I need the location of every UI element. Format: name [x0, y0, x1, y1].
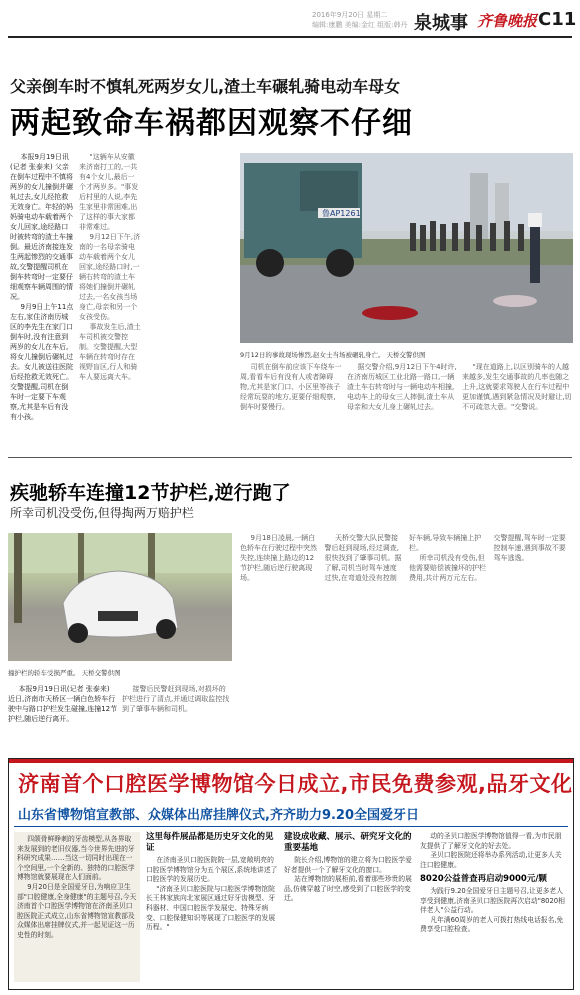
story1-lower-col2	[347, 362, 457, 450]
story1-kicker: 父亲倒车时不慎轧死两岁女儿,渣土车碾轧骑电动车母女	[10, 77, 401, 96]
story1-col1-p2: 9月9日上午11点左右,家住济南历城区的李先生在家门口倒车时,没有注意到两岁的女儿在车后,将女儿撞倒后碾轧过去。女儿被送往医院后经抢救无效死亡。交警提醒,司机在倒车时一定要下车观察,尤其是车后有没有小孩。	[10, 303, 74, 421]
story1-lower-p3: "现在道路上,以区别骑车的人越来越多,发生交通事故的几率也随之上升,这就要求驾驶人在行车过程中更加谨慎,遇到紧急情况及时避让,切不可疏忽大意。"交警说。	[462, 363, 572, 411]
story3-col4-p2: 圣贝口腔医院还将举办系列活动,让更多人关注口腔健康。	[420, 851, 562, 869]
story3-col2-p2: "济南圣贝口腔医院与口腔医学博物馆院长王林家族向北家展区通过好牙齿模型、牙科器材、中国口腔医学发展史、特殊牙病变、口腔保健知识等展现了口腔医学的发展历程。"	[146, 884, 276, 932]
story2-subheadline: 所幸司机没受伤,但得掏两万赔护栏	[10, 506, 194, 520]
story3-col4-top	[420, 832, 568, 870]
story3-col2-p1: 在济南圣贝口腔医院院一层,宽敞明亮的口腔医学博物馆分为五个展区,系统地讲述了口腔医学的发展历史。	[146, 856, 278, 884]
story3-col2	[146, 832, 278, 982]
story2-lower-col	[8, 684, 118, 746]
story1-accident-photo	[240, 153, 573, 343]
page-number: C11	[538, 9, 577, 30]
story1-lower-p1: 司机在倒车前应该下车绕车一周,看看车后有没有人或者障碍物,尤其是家门口、小区里等孩子经常玩耍的地方,更要仔细观察,倒车时要慢行。	[240, 363, 342, 411]
story3-col3-p2: 站在博物馆的展柜前,看着那些珍贵的展品,仿佛穿越了时空,感受到了口腔医学的变迁。	[284, 875, 412, 903]
section-title: 泉城事	[414, 13, 468, 34]
story1-headline: 两起致命车祸都因观察不仔细	[10, 106, 413, 141]
accident-scene-illustration	[240, 153, 573, 343]
story1-col2-p3: 事故发生后,渣土车司机被交警控制。交警提醒,大型车辆在转弯时存在视野盲区,行人和骑车人要远离大车。	[79, 323, 141, 381]
masthead-rule	[8, 36, 572, 38]
story1-col2	[79, 152, 141, 381]
story1-col2-p1: "这辆车从安徽来济南打工的,一共有4个女儿,最后一个才两岁多。"事发后村里的人说,李先生家里非常困难,出了这样的事大家都非常难过。	[79, 153, 139, 231]
story3-top-bar	[9, 759, 573, 763]
story1-lower-col3	[462, 362, 573, 450]
story2-right-col	[240, 533, 572, 673]
story1-lower-p2: 据交警介绍,9月12日下午4时许,在济南历城区工业北路一路口,一辆渣土车右转弯时与一辆电动车相撞,电动车上的母女三人摔倒,渣土车从母亲和大女儿身上碾轧过去。	[347, 363, 457, 411]
story1-col1-p1: 本报9月19日讯(记者 张泰来) 父亲在倒车过程中不慎将两岁的女儿撞倒并碾轧过去,女儿经抢救无效身亡。年轻的妈妈骑电动车载着两个女儿回家,途经路口时被转弯的渣土车撞倒。最近济南接连发生两起惨烈的交通事故,交警提醒司机在倒车转弯时一定要仔细观察车辆周围的情况。	[10, 153, 73, 301]
story1-col2-p2: 9月12日下午,济南的一名母亲骑电动车载着两个女儿回家,途经路口时,一辆右转弯的渣土车将她们撞倒并碾轧过去,一名女孩当场身亡,母亲和另一个女孩受伤。	[79, 233, 141, 321]
story3-col3-head: 建设成收藏、展示、研究牙文化的重要基地	[284, 832, 412, 853]
truck-plate: 鲁AP1261	[322, 209, 361, 218]
date-line: 2016年9月20日 星期二	[312, 11, 388, 19]
story2-right-p2: 天桥交警大队民警接警后赶到现场,经过调查,很快找到了肇事司机。据了解,司机当时驾车速度过快,在弯道处没有控制好车辆,导致车辆撞上护栏。	[324, 534, 482, 582]
story1-lower-col1	[240, 362, 342, 450]
story2-right-p3: 所幸司机没有受伤,但他需要赔偿被撞坏的护栏费用,共计两万元左右。交警提醒,驾车时一定要控制车速,遇到事故不要驾车逃逸。	[409, 534, 566, 582]
editor-line: 编辑:康鹏 美编:金红 组版:韩丹	[312, 21, 408, 29]
story3-col4-p4: 凡年满60周岁的老人可拨打热线电话报名,免费享受口腔检查。	[420, 915, 564, 934]
newspaper-logo: 齐鲁晚报	[477, 12, 538, 30]
story3-col2-body	[146, 856, 278, 981]
story3-headline: 济南首个口腔医学博物馆今日成立,市民免费参观,品牙文化	[18, 772, 573, 796]
story3-col4-p3: 为践行9.20全国爱牙日主题号召,让更多老人享受到健康,济南圣贝口腔医院再次启动"8020相伴老人"公益行动。	[420, 887, 565, 915]
story2-lower-p2: 接警后民警赶到现场,对损坏的护栏进行了清点,并通过调取监控找到了肇事车辆和司机。	[122, 685, 230, 713]
story3-divider	[14, 826, 568, 827]
story2-car-photo	[8, 533, 232, 661]
story2-lower-p1: 本报9月19日讯(记者 张泰来) 近日,济南市天桥区一辆白色轿车行驶中与路口护栏发生碰撞,连撞12节护栏,随后逆行离开。	[8, 685, 118, 723]
story3-col4-body	[420, 887, 568, 977]
story3-col4	[420, 832, 568, 982]
story3-col2-head: 这里每件展品都是历史牙文化的见证	[146, 832, 274, 853]
story3-subheadline: 山东省博物馆宣教部、众媒体出席挂牌仪式,齐齐助力9.20全国爱牙日	[18, 808, 420, 823]
story1-photo-caption: 9月12日的事故现场惨烈,赵女士当场被碾轧身亡。 天桥交警供图	[240, 351, 426, 359]
story3-col4-head: 8020公益普查再启动9000元/颗	[420, 874, 547, 884]
story3-col4-p1: 动的圣贝口腔医学博物馆值得一看,为市民朋友提供了了解牙文化的好去处。	[420, 832, 562, 850]
story2-photo-caption: 撞护栏的轿车受损严重。 天桥交警供图	[8, 669, 121, 677]
story2-headline: 疾驰轿车连撞12节护栏,逆行跑了	[10, 482, 291, 504]
story3-col3-body	[284, 856, 414, 981]
story3-col3-p1: 院长介绍,博物馆的建立将为口腔医学爱好者提供一个了解牙文化的窗口。	[284, 856, 412, 874]
story3-box-p1: 四颌骨鲜睁刺的牙齿模型,从各界取来发展到的老旧仪器,当今世界先进的牙科研究成果……当这一切同时出现在一个空间里,一个全新的、独特的口腔医学博物馆就要展现在人们面前。	[17, 835, 135, 882]
story2-right-p1: 9月18日凌晨,一辆白色轿车在行驶过程中突然失控,连续撞上路边的12节护栏,随后逆行驶离现场。	[240, 534, 317, 582]
story1-col1	[10, 152, 75, 421]
story3-box	[14, 832, 140, 982]
story3-box-p2: 9月20日是全国爱牙日,为响应卫生部"口腔健康,全身健康"的主题号召,今天济南首个口腔医学博物馆在济南圣贝口腔医院正式成立,山东省博物馆宣教部及众媒体出席挂牌仪式,并一起见证这一历史性的时刻。	[17, 882, 137, 939]
story1-divider	[8, 457, 572, 458]
damaged-car-illustration	[8, 533, 232, 661]
story3-col3	[284, 832, 414, 982]
story2-lower-col2	[122, 684, 232, 746]
